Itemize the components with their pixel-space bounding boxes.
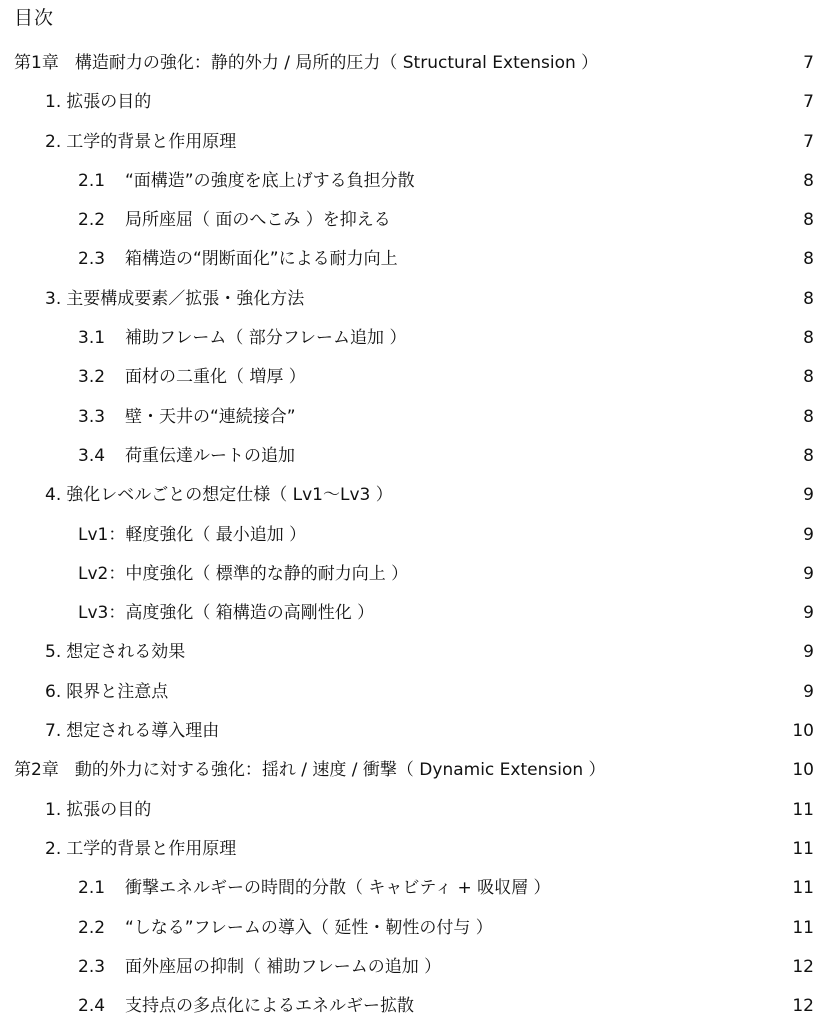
toc-entry-label[interactable] xyxy=(78,201,391,240)
toc-subsection-entry[interactable] xyxy=(0,869,834,908)
toc-subsection-entry[interactable] xyxy=(0,437,834,476)
toc-entry-page-number: 8 xyxy=(803,288,814,309)
toc-subsection-entry[interactable] xyxy=(0,555,834,594)
toc-entry-title: 工学的背景と作用原理 xyxy=(66,838,237,859)
toc-entry-label[interactable] xyxy=(78,948,441,987)
toc-section-entry[interactable] xyxy=(0,712,834,751)
toc-chapter-entry[interactable] xyxy=(0,751,834,790)
toc-entry-number: 第2章 xyxy=(14,760,59,781)
toc-entry-label[interactable] xyxy=(78,869,551,908)
toc-entry-number: 2.3 xyxy=(78,249,106,270)
toc-entry-label[interactable] xyxy=(45,791,151,830)
toc-entry-title: 主要構成要素／拡張・強化方法 xyxy=(66,288,305,309)
toc-entry-page-number: 8 xyxy=(803,328,814,349)
toc-entry-page-number: 7 xyxy=(803,131,814,152)
toc-entry-title: 強化レベルごとの想定仕様（ Lv1〜Lv3 ） xyxy=(66,485,393,506)
toc-entry-label[interactable] xyxy=(45,83,151,122)
toc-entry-number: 6. xyxy=(45,681,62,702)
toc-entry-title: 限界と注意点 xyxy=(66,681,169,702)
toc-entry-number: 3.2 xyxy=(78,367,106,388)
toc-entry-title: 面材の二重化（ 増厚 ） xyxy=(125,367,306,388)
toc-entry-page-number: 12 xyxy=(792,956,814,977)
toc-entry-title: 工学的背景と作用原理 xyxy=(66,131,237,152)
toc-entry-label[interactable] xyxy=(45,712,219,751)
toc-entry-label[interactable] xyxy=(78,358,306,397)
toc-entry-number: 2. xyxy=(45,131,62,152)
toc-entry-label[interactable] xyxy=(45,830,236,869)
toc-entry-title: 壁・天井の“連続接合” xyxy=(125,406,296,427)
toc-section-entry[interactable] xyxy=(0,633,834,672)
toc-entry-page-number: 9 xyxy=(803,485,814,506)
toc-section-entry[interactable] xyxy=(0,280,834,319)
toc-entry-label[interactable] xyxy=(78,594,374,633)
toc-section-entry[interactable] xyxy=(0,83,834,122)
toc-entry-number: 4. xyxy=(45,485,62,506)
toc-entry-number: 2.1 xyxy=(78,878,106,899)
toc-entry-title: 面外座屈の抑制（ 補助フレームの追加 ） xyxy=(125,956,442,977)
toc-entry-label[interactable] xyxy=(45,673,168,712)
toc-entry-page-number: 11 xyxy=(792,838,814,859)
toc-entry-page-number: 9 xyxy=(803,563,814,584)
toc-entry-title: 想定される効果 xyxy=(66,642,186,663)
toc-entry-page-number: 8 xyxy=(803,170,814,191)
toc-entry-page-number: 9 xyxy=(803,524,814,545)
toc-subsection-entry[interactable] xyxy=(0,948,834,987)
toc-entry-title: Lv3：高度強化（ 箱構造の高剛性化 ） xyxy=(78,603,375,624)
toc-entry-title: 想定される導入理由 xyxy=(66,721,220,742)
toc-entry-page-number: 11 xyxy=(792,799,814,820)
toc-subsection-entry[interactable] xyxy=(0,201,834,240)
toc-entry-number: 1. xyxy=(45,92,62,113)
toc-entry-label[interactable] xyxy=(78,162,415,201)
toc-section-entry[interactable] xyxy=(0,830,834,869)
toc-entry-number: 7. xyxy=(45,721,62,742)
toc-entry-title: Lv2：中度強化（ 標準的な静的耐力向上 ） xyxy=(78,563,409,584)
toc-entry-title: 荷重伝達ルートの追加 xyxy=(125,445,295,466)
toc-entry-title: “しなる”フレームの導入（ 延性・靭性の付与 ） xyxy=(125,917,493,938)
toc-entry-number: 2. xyxy=(45,838,62,859)
toc-entry-page-number: 9 xyxy=(803,603,814,624)
toc-subsection-entry[interactable] xyxy=(0,987,834,1026)
toc-entry-number: 2.2 xyxy=(78,917,106,938)
toc-chapter-entry[interactable] xyxy=(0,44,834,83)
toc-entry-number: 5. xyxy=(45,642,62,663)
toc-subsection-entry[interactable] xyxy=(0,516,834,555)
toc-subsection-entry[interactable] xyxy=(0,319,834,358)
toc-section-entry[interactable] xyxy=(0,123,834,162)
toc-entry-page-number: 10 xyxy=(792,760,814,781)
toc-entry-title: 拡張の目的 xyxy=(66,92,152,113)
toc-entry-label[interactable] xyxy=(78,516,306,555)
toc-entry-number: 3.1 xyxy=(78,328,106,349)
toc-entry-page-number: 12 xyxy=(792,996,814,1017)
toc-entry-page-number: 8 xyxy=(803,445,814,466)
toc-entry-label[interactable] xyxy=(78,555,408,594)
toc-subsection-entry[interactable] xyxy=(0,162,834,201)
toc-entry-title: 動的外力に対する強化：揺れ / 速度 / 衝撃（ Dynamic Extension ） xyxy=(74,760,606,781)
toc-subsection-entry[interactable] xyxy=(0,594,834,633)
toc-entry-label[interactable] xyxy=(78,437,295,476)
toc-list xyxy=(0,44,834,1026)
toc-entry-label[interactable] xyxy=(78,319,406,358)
toc-entry-label[interactable] xyxy=(45,633,185,672)
toc-entry-number: 3. xyxy=(45,288,62,309)
toc-entry-page-number: 8 xyxy=(803,406,814,427)
toc-subsection-entry[interactable] xyxy=(0,358,834,397)
toc-section-entry[interactable] xyxy=(0,476,834,515)
toc-entry-title: 拡張の目的 xyxy=(66,799,152,820)
toc-entry-number: 2.1 xyxy=(78,170,106,191)
toc-entry-number: 第1章 xyxy=(14,53,59,73)
toc-entry-page-number: 7 xyxy=(803,92,814,113)
toc-entry-label[interactable] xyxy=(14,44,598,83)
toc-entry-title: 補助フレーム（ 部分フレーム追加 ） xyxy=(125,328,407,349)
toc-entry-page-number: 11 xyxy=(792,917,814,938)
toc-entry-page-number: 8 xyxy=(803,367,814,388)
toc-entry-page-number: 11 xyxy=(792,878,814,899)
toc-entry-label[interactable] xyxy=(45,123,236,162)
toc-entry-number: 1. xyxy=(45,799,62,820)
toc-entry-number: 2.3 xyxy=(78,956,106,977)
toc-entry-page-number: 9 xyxy=(803,642,814,663)
toc-entry-label[interactable] xyxy=(45,280,304,319)
toc-subsection-entry[interactable] xyxy=(0,909,834,948)
toc-entry-label[interactable] xyxy=(45,476,393,515)
toc-section-entry[interactable] xyxy=(0,673,834,712)
toc-entry-page-number: 10 xyxy=(792,721,814,742)
toc-entry-label[interactable] xyxy=(78,987,414,1026)
toc-entry-label[interactable] xyxy=(78,909,493,948)
toc-entry-title: Lv1：軽度強化（ 最小追加 ） xyxy=(78,524,307,545)
toc-entry-title: 箱構造の“閉断面化”による耐力向上 xyxy=(125,249,398,270)
toc-entry-number: 3.4 xyxy=(78,445,106,466)
toc-heading: 目次 xyxy=(14,7,55,29)
toc-entry-label[interactable] xyxy=(78,240,398,279)
toc-entry-page-number: 7 xyxy=(803,53,814,73)
toc-entry-number: 3.3 xyxy=(78,406,106,427)
toc-entry-page-number: 8 xyxy=(803,210,814,231)
toc-entry-title: 衝撃エネルギーの時間的分散（ キャビティ + 吸収層 ） xyxy=(125,878,551,899)
toc-entry-title: 局所座屈（ 面のへこみ ）を抑える xyxy=(125,210,391,231)
toc-subsection-entry[interactable] xyxy=(0,398,834,437)
toc-subsection-entry[interactable] xyxy=(0,240,834,279)
toc-entry-page-number: 9 xyxy=(803,681,814,702)
toc-entry-title: “面構造”の強度を底上げする負担分散 xyxy=(125,170,415,191)
toc-entry-title: 構造耐力の強化：静的外力 / 局所的圧力（ Structural Extension ） xyxy=(74,53,599,73)
toc-entry-title: 支持点の多点化によるエネルギー拡散 xyxy=(125,996,414,1017)
toc-entry-number: 2.4 xyxy=(78,996,106,1017)
toc-entry-page-number: 8 xyxy=(803,249,814,270)
toc-entry-label[interactable] xyxy=(78,398,296,437)
toc-section-entry[interactable] xyxy=(0,791,834,830)
toc-entry-number: 2.2 xyxy=(78,210,106,231)
toc-entry-label[interactable] xyxy=(14,751,606,790)
